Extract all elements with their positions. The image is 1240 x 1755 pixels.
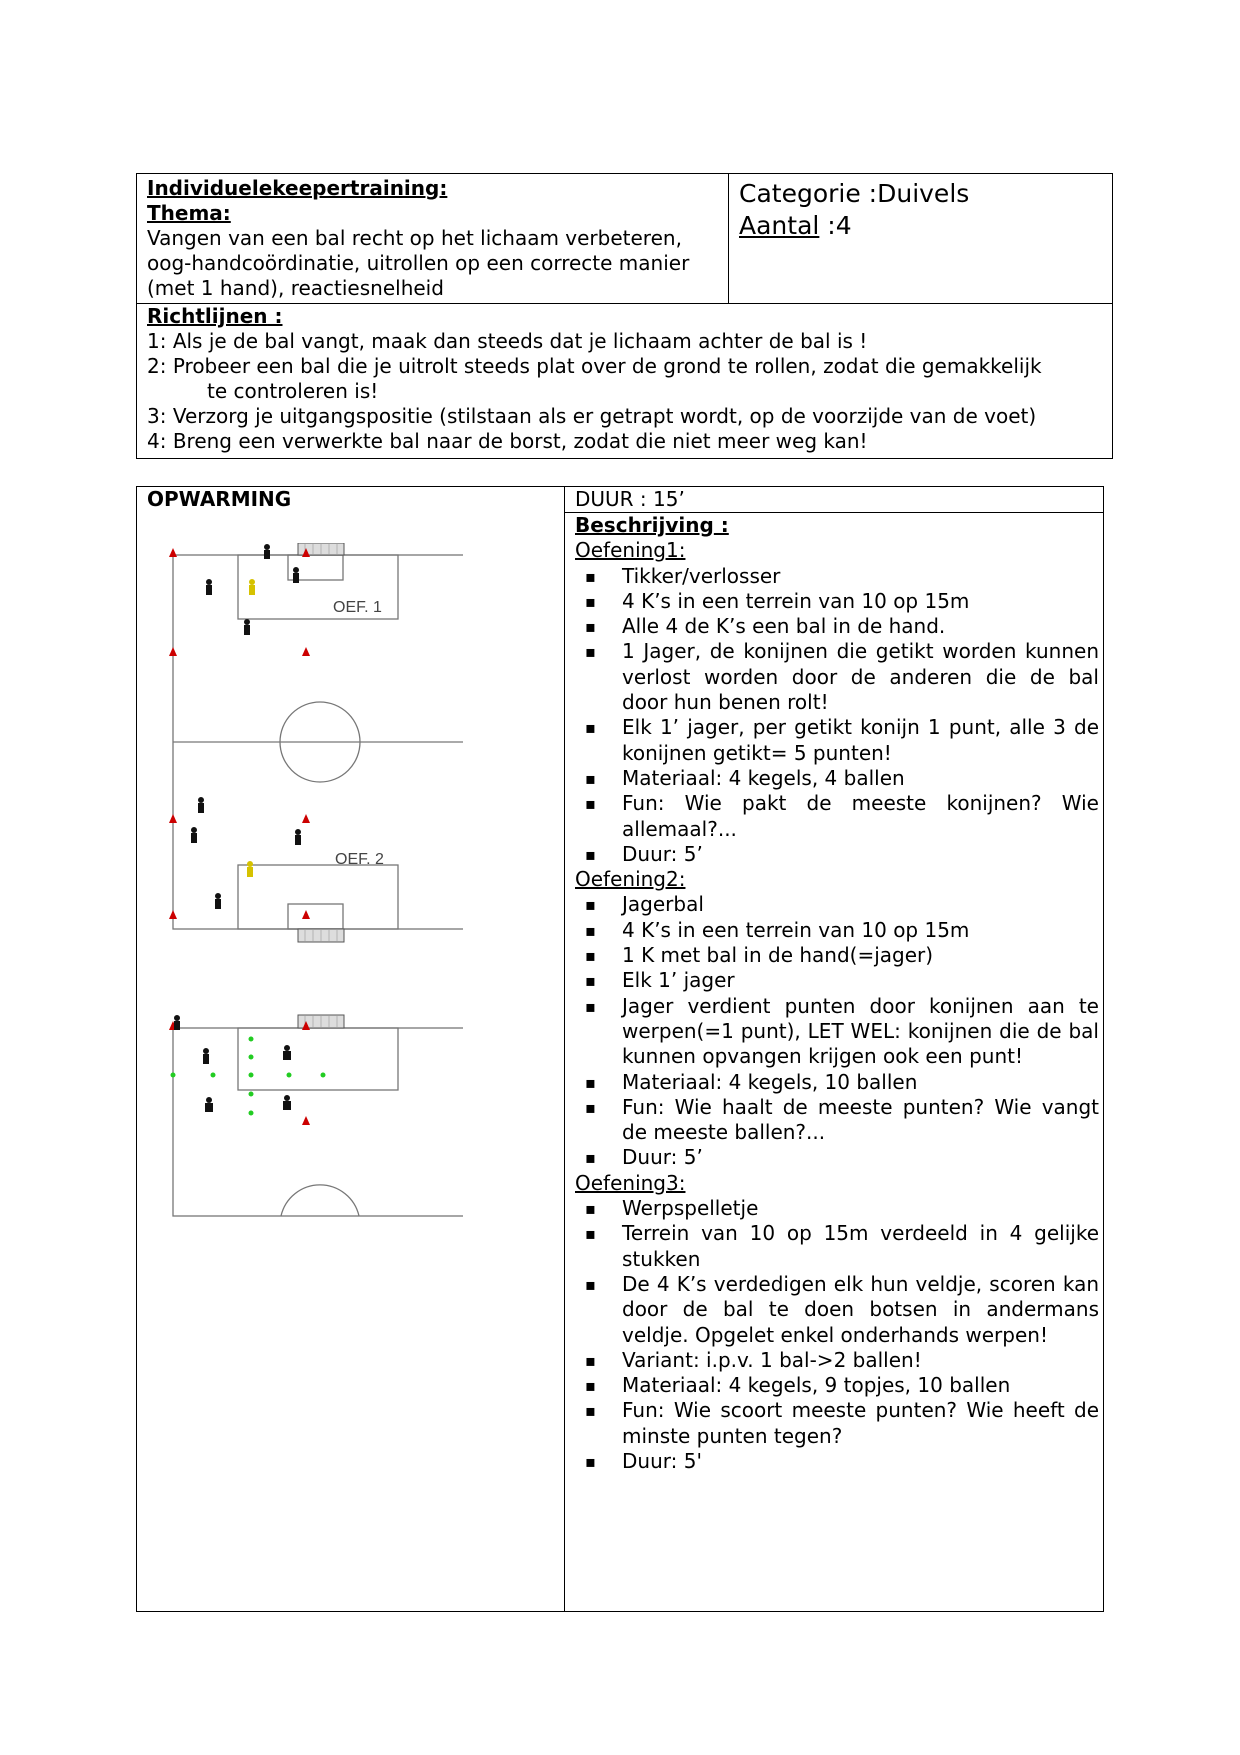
list-item: ▪ Alle 4 de K’s een bal in de hand. xyxy=(575,614,1099,639)
richtlijn-1: 1: Als je de bal vangt, maak dan steeds dat je lichaam achter de bal is ! xyxy=(147,329,868,353)
thema-label: Thema: xyxy=(147,201,231,225)
list-item: ▪ Duur: 5’ xyxy=(575,1145,1099,1170)
opwarming-label: OPWARMING xyxy=(147,487,292,511)
list-item: ▪ Materiaal: 4 kegels, 4 ballen xyxy=(575,766,1099,791)
header-left-cell xyxy=(137,174,729,303)
oef1-label: OEF. 1 xyxy=(333,599,382,616)
list-item: ▪ Jager verdient punten door konijnen aan te werpen(=1 punt), LET WEL: konijnen die de bal kunnen opvangen krijgen ook een punt! xyxy=(575,994,1099,1070)
richtlijn-3: 3: Verzorg je uitgangspositie (stilstaan als er getrapt wordt, op de voorzijde van de voet) xyxy=(147,404,1037,428)
beschrijving-heading xyxy=(575,513,1099,538)
oef2-label: OEF. 2 xyxy=(335,851,384,868)
richtlijnen-label: Richtlijnen xyxy=(147,304,268,328)
beschrijving-label: Beschrijving xyxy=(575,513,714,537)
richtlijn-2: 2: Probeer een bal die je uitrolt steeds plat over de grond te rollen, zodat die gemakkelijk xyxy=(147,354,1042,378)
list-item: ▪ Elk 1’ jager, per getikt konijn 1 punt, alle 3 de konijnen getikt= 5 punten! xyxy=(575,715,1099,766)
richtlijnen-cell xyxy=(137,303,1112,459)
aantal-value: :4 xyxy=(819,211,852,240)
header-table xyxy=(136,173,1113,459)
thema-text: Vangen van een bal recht op het lichaam verbeteren, oog-handcoördinatie, uitrollen op een correcte manier (met 1 hand), reactiesnelheid xyxy=(147,226,690,300)
list-item: ▪ Duur: 5’ xyxy=(575,842,1099,867)
richtlijn-4: 4: Breng een verwerkte bal naar de borst, zodat die niet meer weg kan! xyxy=(147,429,868,453)
column-divider xyxy=(564,487,565,1611)
oefening2-title: Oefening2: xyxy=(575,867,686,892)
categorie-text: Categorie :Duivels xyxy=(739,179,970,208)
richtlijnen-heading xyxy=(147,304,1102,329)
list-item: ▪ Duur: 5' xyxy=(575,1449,1099,1474)
richtlijn-2-cont: te controleren is! xyxy=(207,379,379,403)
oefening3-list xyxy=(575,1196,1099,1474)
aantal-line xyxy=(739,210,1102,242)
oefening3-title: Oefening3: xyxy=(575,1170,686,1195)
list-item: ▪ Fun: Wie haalt de meeste punten? Wie vangt de meeste ballen?... xyxy=(575,1095,1099,1146)
opwarming-table xyxy=(136,486,1104,1612)
header-right-cell xyxy=(729,174,1112,303)
list-item: ▪ 1 K met bal in de hand(=jager) xyxy=(575,943,1099,968)
beschrijving-colon: : xyxy=(713,513,729,537)
list-item: ▪ Variant: i.p.v. 1 bal->2 ballen! xyxy=(575,1348,1099,1373)
richtlijnen-colon: : xyxy=(267,304,283,328)
oefening1-title: Oefening1: xyxy=(575,538,686,563)
list-item: ▪ Tikker/verlosser xyxy=(575,564,1099,589)
list-item: ▪ 4 K’s in een terrein van 10 op 15m xyxy=(575,918,1099,943)
list-item: ▪ Materiaal: 4 kegels, 10 ballen xyxy=(575,1070,1099,1095)
list-item: ▪ Fun: Wie scoort meeste punten? Wie heeft de minste punten tegen? xyxy=(575,1398,1099,1449)
beschrijving-cell xyxy=(575,513,1099,1474)
list-item: ▪ Fun: Wie pakt de meeste konijnen? Wie allemaal?... xyxy=(575,791,1099,842)
list-item: ▪ 4 K’s in een terrein van 10 op 15m xyxy=(575,589,1099,614)
oefening2-list xyxy=(575,892,1099,1170)
list-item: ▪ 1 Jager, de konijnen die getikt worden kunnen verlost worden door de anderen die de bal door hun benen rolt! xyxy=(575,639,1099,715)
aantal-label: Aantal xyxy=(739,211,820,240)
list-item: ▪ Jagerbal xyxy=(575,892,1099,917)
list-item: ▪ Terrein van 10 op 15m verdeeld in 4 gelijke stukken xyxy=(575,1221,1099,1272)
duur-label: DUUR : 15’ xyxy=(575,487,685,511)
list-item: ▪ Werpspelletje xyxy=(575,1196,1099,1221)
list-item: ▪ De 4 K’s verdedigen elk hun veldje, scoren kan door de bal te doen botsen in andermans veldje. Opgelet enkel onderhands werpen! xyxy=(575,1272,1099,1348)
field-diagrams xyxy=(163,543,463,1223)
list-item: ▪ Materiaal: 4 kegels, 9 topjes, 10 ballen xyxy=(575,1373,1099,1398)
list-item: ▪ Elk 1’ jager xyxy=(575,968,1099,993)
oefening1-list xyxy=(575,564,1099,868)
training-title: Individuelekeepertraining: xyxy=(147,176,448,200)
